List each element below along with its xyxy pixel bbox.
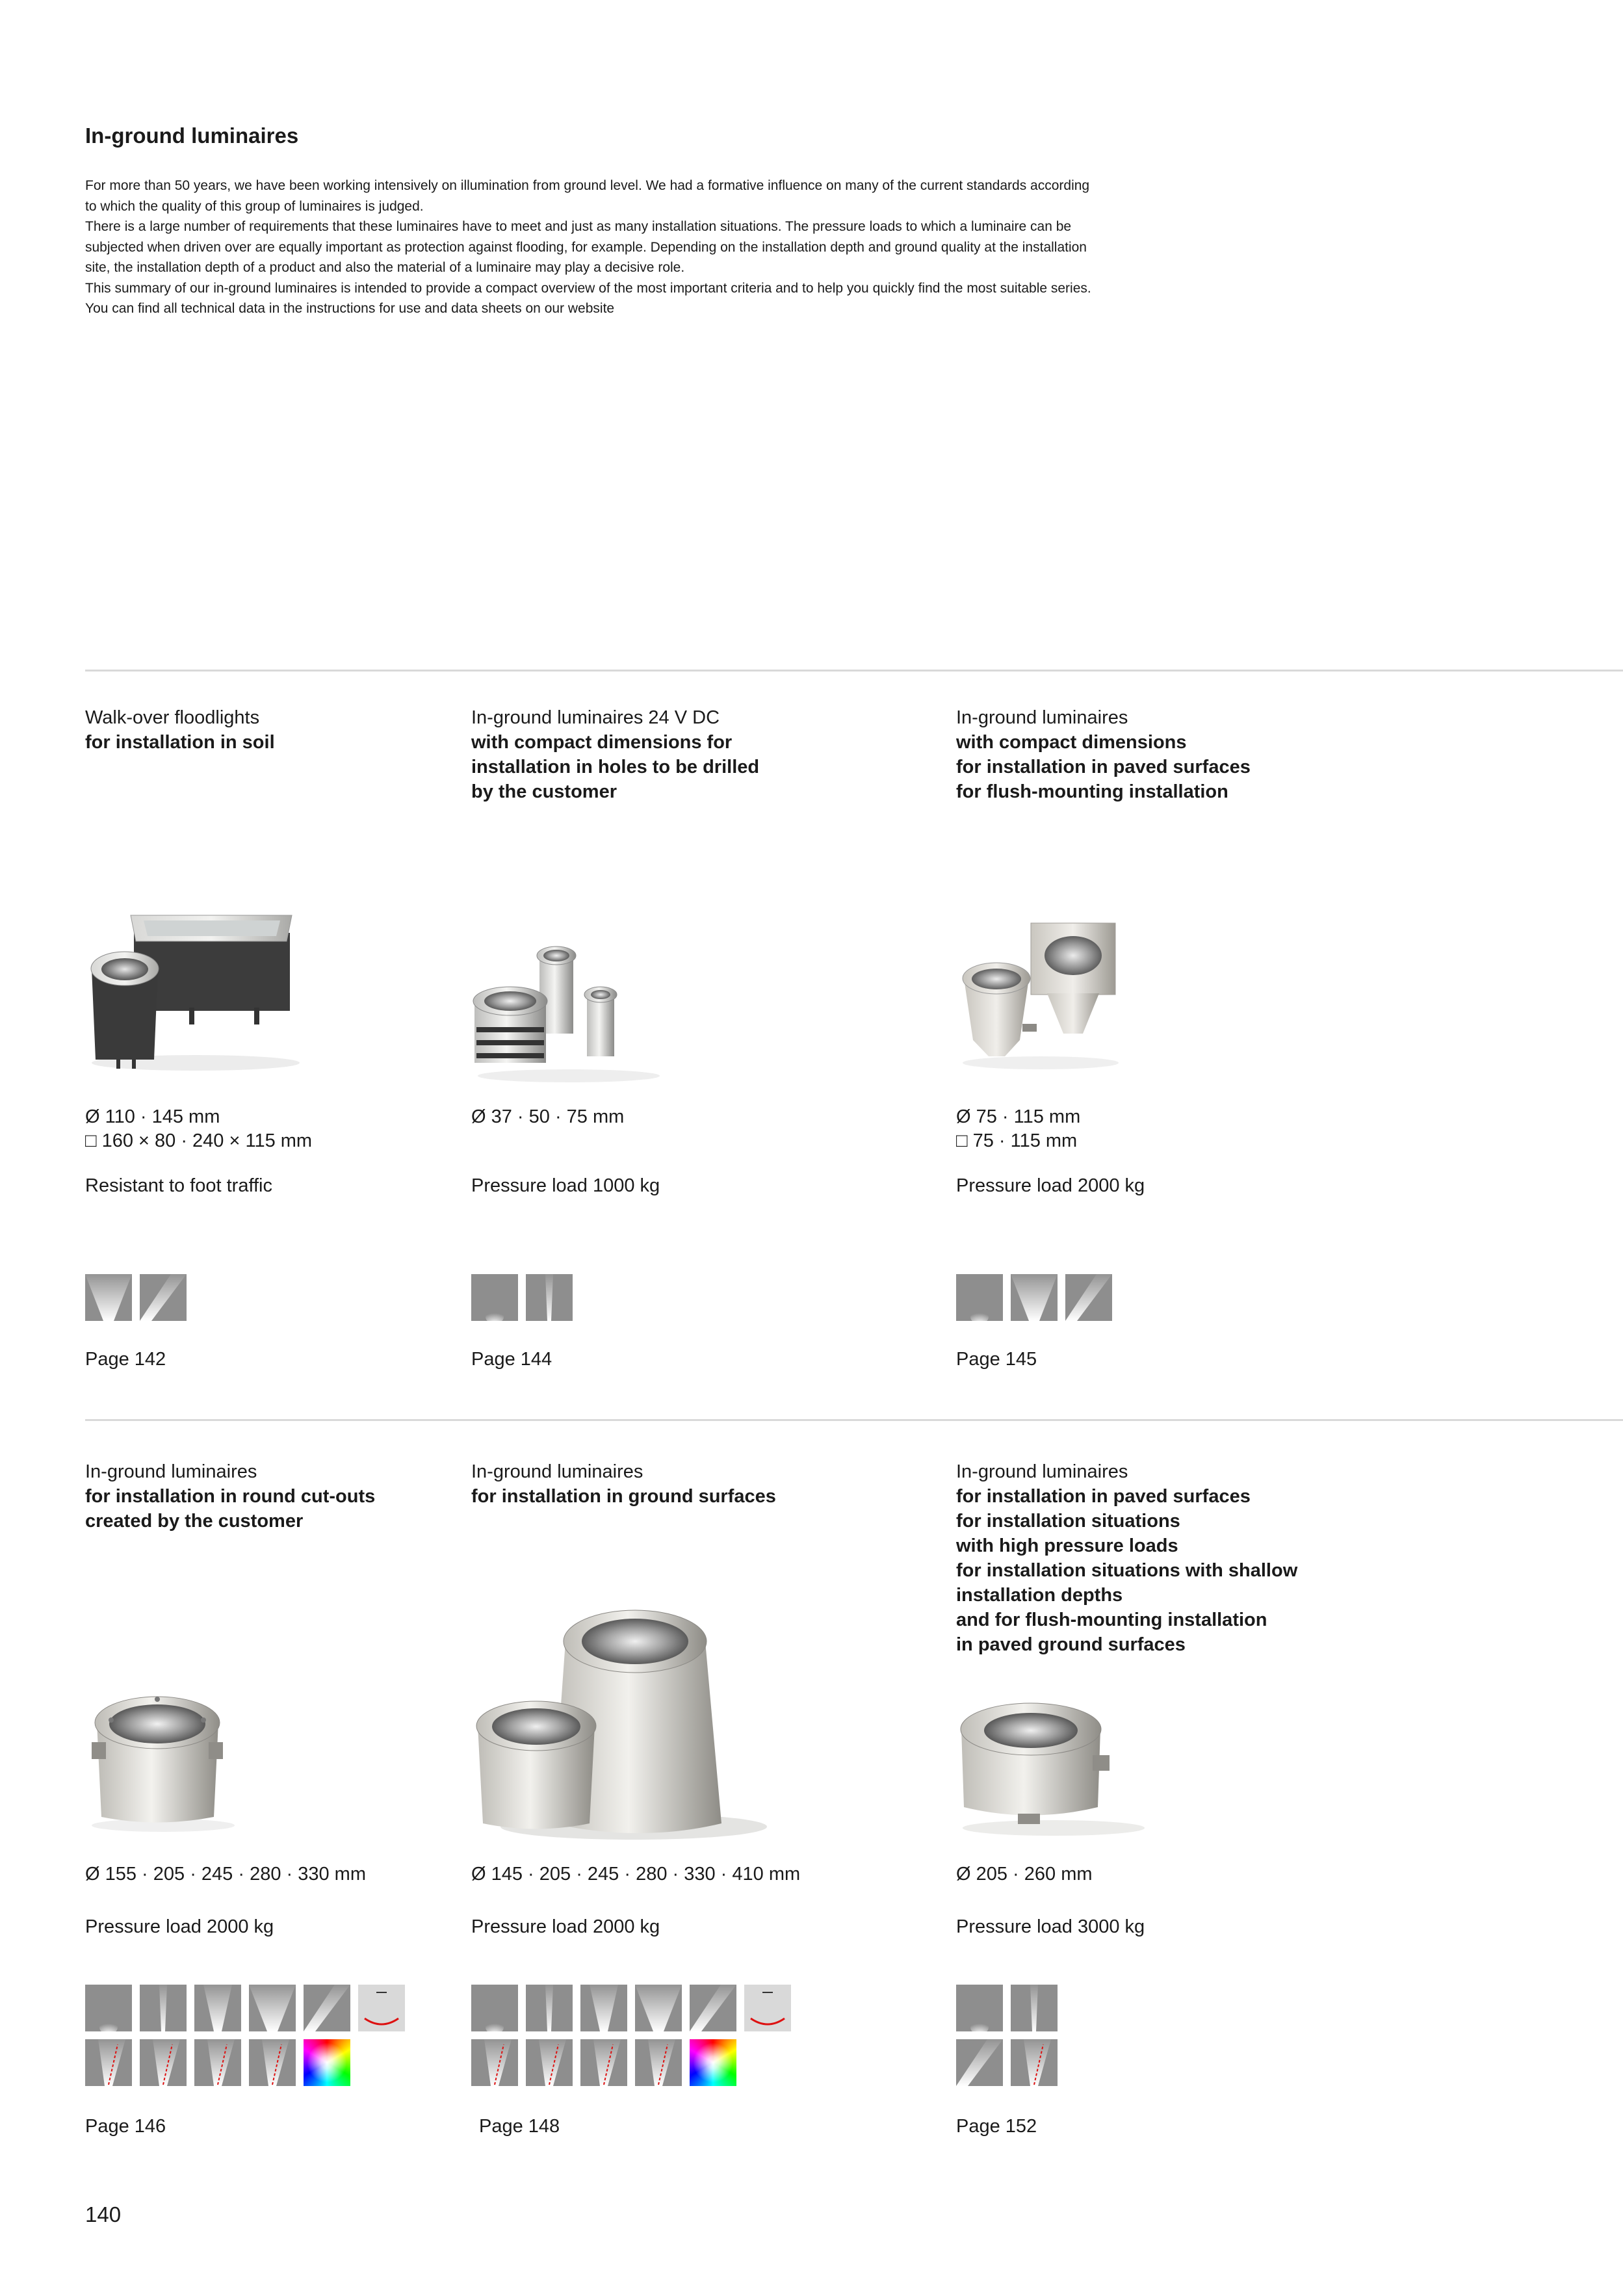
dimension-line: Ø 110 · 145 mm <box>85 1106 220 1127</box>
product-description-line: and for flush-mounting installation <box>956 1610 1267 1630</box>
product-description-line: for installation situations with shallow <box>956 1560 1298 1581</box>
product-photo <box>85 904 306 1078</box>
dot-beam-icon <box>471 1274 518 1321</box>
product-description-line: with compact dimensions <box>956 732 1187 753</box>
product-photo <box>956 917 1125 1078</box>
product-description-line: for installation in paved surfaces <box>956 757 1251 777</box>
narrow-beam-icon <box>140 1985 187 2031</box>
dimension-line: Ø 37 · 50 · 75 mm <box>471 1106 625 1127</box>
product-dimensions <box>471 1105 624 1129</box>
product-photo <box>471 1580 777 1851</box>
intro-paragraph: There is a large number of requirements that these luminaires have to meet and just as many installation situations. The pressure loads to which a luminaire can be subjected when driven over are equally important as protection against flooding, for example. Depending on the installation depth and ground quality at the installation site, the installation depth of a product and also the material of a luminaire may play a decisive role. <box>85 219 1087 275</box>
tilt-beam-icon <box>526 2039 573 2086</box>
product-description-line: for flush-mounting installation <box>956 781 1228 802</box>
wide-beam-icon <box>635 1985 682 2031</box>
dot-beam-icon <box>956 1985 1003 2031</box>
product-description-line: for installation in soil <box>85 732 275 753</box>
medium-beam-icon <box>194 1985 241 2031</box>
beam-pattern-icons <box>471 1985 791 2086</box>
product-photo <box>471 936 666 1091</box>
product-description-line: in paved ground surfaces <box>956 1634 1186 1655</box>
dot-beam-icon <box>471 1985 518 2031</box>
tilt-beam-icon <box>471 2039 518 2086</box>
product-description-line: with compact dimensions for <box>471 732 733 753</box>
medium-beam-icon <box>580 1985 627 2031</box>
section-divider <box>85 1419 1623 1421</box>
product-photo <box>85 1677 241 1838</box>
page-title: In-ground luminaires <box>85 124 299 148</box>
narrow-beam-icon <box>526 1274 573 1321</box>
asymmetric-beam-icon <box>956 2039 1003 2086</box>
page-reference-link[interactable]: Page 146 <box>85 2116 166 2137</box>
product-dimensions <box>956 1862 1093 1886</box>
tilt-beam-icon <box>85 2039 132 2086</box>
dimension-line: Ø 75 · 115 mm <box>956 1106 1081 1127</box>
beam-pattern-icons <box>471 1274 791 1321</box>
product-dimensions <box>956 1105 1080 1153</box>
tilt-beam-icon <box>194 2039 241 2086</box>
dot-beam-icon <box>956 1274 1003 1321</box>
product-load-rating: Pressure load 2000 kg <box>85 1916 274 1937</box>
product-load-rating: Pressure load 2000 kg <box>471 1916 660 1937</box>
product-dimensions <box>85 1862 366 1886</box>
asymmetric-beam-icon <box>690 1985 736 2031</box>
page-reference-link[interactable]: Page 148 <box>479 2116 560 2137</box>
product-dimensions <box>85 1105 312 1153</box>
product-category: In-ground luminaires <box>956 1461 1128 1482</box>
product-description-line: for installation in round cut-outs <box>85 1486 376 1507</box>
product-description-line: installation depths <box>956 1585 1123 1606</box>
product-category: In-ground luminaires 24 V DC <box>471 707 720 728</box>
intro-paragraph: For more than 50 years, we have been working intensively on illumination from ground level. We had a formative influence on many of the current standards according to which the quality of this group of luminaires is judged. <box>85 178 1090 214</box>
intro <box>85 124 1099 319</box>
beam-pattern-icons <box>956 1985 1058 2086</box>
product-photo <box>956 1690 1151 1845</box>
dimension-line: Ø 155 · 205 · 245 · 280 · 330 mm <box>85 1864 366 1885</box>
product-description-line: created by the customer <box>85 1511 304 1532</box>
rgb-colour-icon <box>304 2039 350 2086</box>
product-heading <box>956 1459 1411 1657</box>
wide-beam-icon <box>1011 1274 1058 1321</box>
product-dimensions <box>471 1862 800 1886</box>
product-category: In-ground luminaires <box>85 1461 257 1482</box>
product-load-rating: Resistant to foot traffic <box>85 1175 272 1196</box>
asymmetric-beam-icon <box>140 1274 187 1321</box>
wide-beam-icon <box>249 1985 296 2031</box>
tilt-beam-icon <box>140 2039 187 2086</box>
product-description-line: by the customer <box>471 781 617 802</box>
product-description-line: for installation situations <box>956 1511 1180 1532</box>
dimension-line: Ø 145 · 205 · 245 · 280 · 330 · 410 mm <box>471 1864 801 1885</box>
narrow-beam-icon <box>526 1985 573 2031</box>
product-category: In-ground luminaires <box>471 1461 643 1482</box>
adjustable-beam-icon <box>744 1985 791 2031</box>
page-reference-link[interactable]: Page 145 <box>956 1349 1037 1370</box>
product-description-line: with high pressure loads <box>956 1535 1178 1556</box>
beam-pattern-icons <box>956 1274 1276 1321</box>
product-description-line: for installation in paved surfaces <box>956 1486 1251 1507</box>
product-category: Walk-over floodlights <box>85 707 260 728</box>
tilt-beam-icon <box>580 2039 627 2086</box>
dot-beam-icon <box>85 1985 132 2031</box>
product-load-rating: Pressure load 2000 kg <box>956 1175 1145 1196</box>
narrow-beam-icon <box>1011 1985 1058 2031</box>
product-heading <box>471 705 926 804</box>
beam-pattern-icons <box>85 1274 405 1321</box>
product-heading <box>956 705 1411 804</box>
page-number: 140 <box>85 2202 122 2226</box>
dimension-line: □ 75 · 115 mm <box>956 1130 1078 1151</box>
adjustable-beam-icon <box>358 1985 405 2031</box>
dimension-line: □ 160 × 80 · 240 × 115 mm <box>85 1130 313 1151</box>
product-heading <box>471 1459 926 1509</box>
asymmetric-beam-icon <box>304 1985 350 2031</box>
tilt-beam-icon <box>249 2039 296 2086</box>
page-reference-link[interactable]: Page 152 <box>956 2116 1037 2137</box>
rgb-colour-icon <box>690 2039 736 2086</box>
wide-beam-icon <box>85 1274 132 1321</box>
page-reference-link[interactable]: Page 144 <box>471 1349 552 1370</box>
intro-paragraph: This summary of our in-ground luminaires is intended to provide a compact overview of the most important criteria and to help you quickly find the most suitable series. You can find all technical data in the instructions for use and data sheets on our website <box>85 280 1091 316</box>
page-reference-link[interactable]: Page 142 <box>85 1349 166 1370</box>
tilt-beam-icon <box>635 2039 682 2086</box>
product-description-line: for installation in ground surfaces <box>471 1486 776 1507</box>
product-load-rating: Pressure load 1000 kg <box>471 1175 660 1196</box>
section-divider <box>85 670 1623 672</box>
product-description-line: installation in holes to be drilled <box>471 757 760 777</box>
asymmetric-beam-icon <box>1065 1274 1112 1321</box>
tilt-beam-icon <box>1011 2039 1058 2086</box>
dimension-line: Ø 205 · 260 mm <box>956 1864 1093 1885</box>
product-category: In-ground luminaires <box>956 707 1128 728</box>
beam-pattern-icons <box>85 1985 405 2086</box>
product-load-rating: Pressure load 3000 kg <box>956 1916 1145 1937</box>
